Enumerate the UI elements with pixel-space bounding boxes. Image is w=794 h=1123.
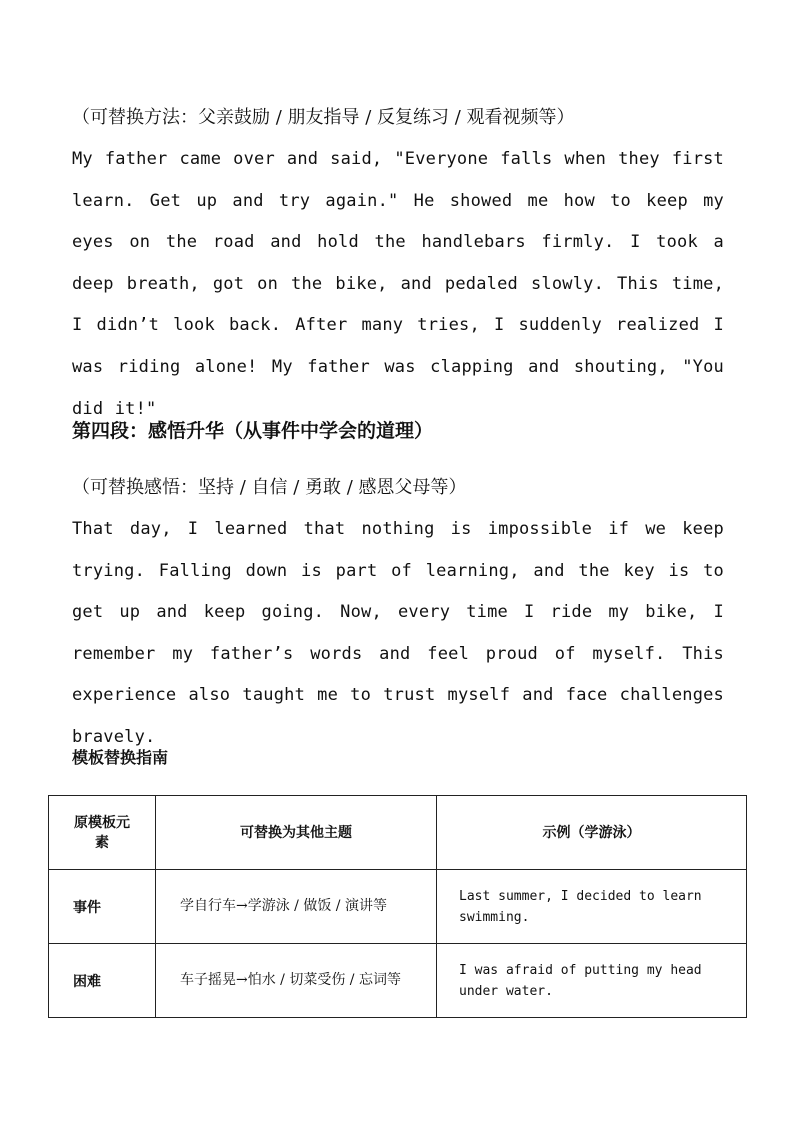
template-guide-table [48, 795, 747, 1018]
cell-element: 事件 [49, 870, 156, 944]
column-header-label: 原模板元素 [74, 814, 130, 851]
section3-alternatives-note: （可替换方法：父亲鼓励 / 朋友指导 / 反复练习 / 观看视频等） [72, 107, 575, 128]
cell-example: I was afraid of putting my head under water. [437, 944, 747, 1018]
cell-example: Last summer, I decided to learn swimming. [437, 870, 747, 944]
section4-paragraph: That day, I learned that nothing is impossible if we keep trying. Falling down is part of learning, and the key is to get up and keep going. Now, every time I ride my bike, I remember my father’s words and feel proud of myself. This experience also taught me to trust myself and face challenges bravely. [72, 519, 724, 747]
cell-alternatives: 学自行车→学游泳 / 做饭 / 演讲等 [156, 870, 437, 944]
cell-alternatives: 车子摇晃→怕水 / 切菜受伤 / 忘词等 [156, 944, 437, 1018]
section3-paragraph: My father came over and said, "Everyone falls when they first learn. Get up and try again." He showed me how to keep my eyes on the road and hold the handlebars firmly. I took a deep breath, got on the bike, and pedaled slowly. This time, I didn’t look back. After many tries, I suddenly realized I was riding alone! My father was clapping and shouting, "You did it!" [72, 149, 724, 419]
cell-element: 困难 [49, 944, 156, 1018]
column-header-example: 示例（学游泳） [437, 796, 747, 870]
table-row [49, 870, 747, 944]
table-row [49, 944, 747, 1018]
section4-heading: 第四段：感悟升华（从事件中学会的道理） [72, 420, 434, 442]
section4-alternatives-note: （可替换感悟：坚持 / 自信 / 勇敢 / 感恩父母等） [72, 477, 467, 498]
column-header-alternatives: 可替换为其他主题 [156, 796, 437, 870]
column-header-element [49, 796, 156, 870]
table-header-row [49, 796, 747, 870]
guide-title: 模板替换指南 [72, 748, 169, 767]
